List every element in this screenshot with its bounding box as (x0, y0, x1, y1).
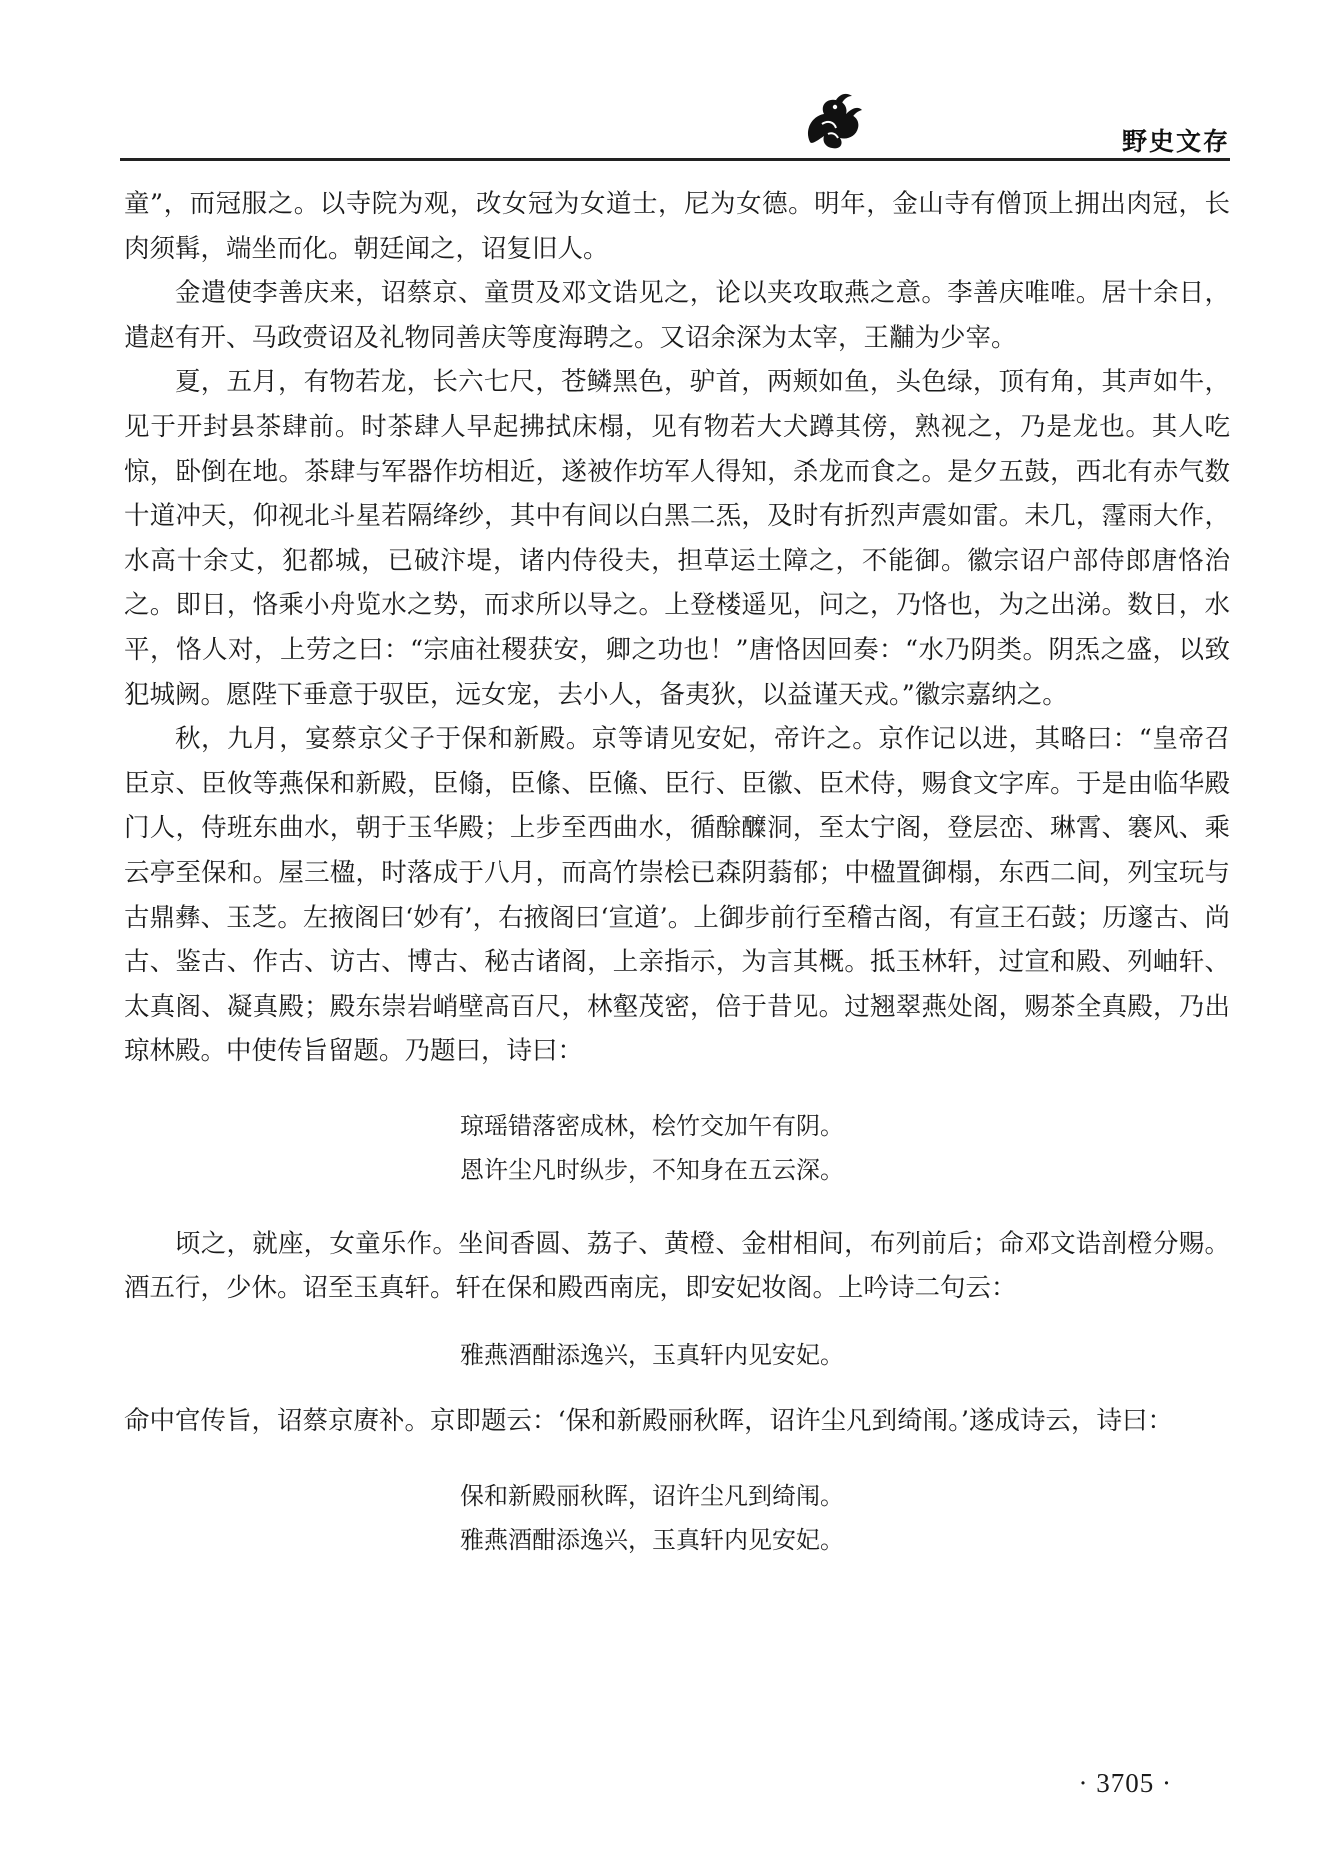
poem-line: 保和新殿丽秋晖，诏许尘凡到绮闱。 (460, 1481, 844, 1510)
paragraph-6: 命中官传旨，诏蔡京赓补。京即题云：‘保和新殿丽秋晖，诏许尘凡到绮闱。’遂成诗云，诗曰： (124, 1406, 1173, 1437)
paragraph-1: 童”，而冠服之。以寺院为观，改女冠为女道士，尼为女德。明年，金山寺有僧顶上拥出肉冠，长肉须髯，端坐而化。朝廷闻之，诏复旧人。 (124, 189, 1230, 264)
poem-line: 琼瑶错落密成林，桧竹交加午有阴。 (460, 1111, 844, 1140)
poem-line: 雅燕酒酣添逸兴，玉真轩内见安妃。 (460, 1525, 844, 1554)
header-rule (120, 158, 1230, 161)
spacer (124, 1377, 1230, 1399)
spacer (124, 1192, 1230, 1222)
paragraph-4: 秋，九月，宴蔡京父子于保和新殿。京等请见安妃，帝许之。京作记以进，其略曰：“皇帝召臣京、臣攸等燕保和新殿，臣翛，臣絛、臣鯈、臣行、臣徽、臣术侍，赐食文字库。于是由临华殿门人，侍班东曲水，朝于玉华殿；上步至西曲水，循酴醾洞，至太宁阁，登层峦、琳霄、褰风、乘云亭至保和。屋三楹，时落成于八月，而高竹崇桧已森阴蓊郁；中楹置御榻，东西二间，列宝玩与古鼎彝、玉芝。左掖阁曰‘妙有’，右掖阁曰‘宣道’。上御步前行至稽古阁，有宣王石鼓；历邃古、尚古、鉴古、作古、访古、博古、秘古诸阁，上亲指示，为言其概。抵玉林轩，过宣和殿、列岫轩、太真阁、凝真殿；殿东崇岩峭壁高百尺，林壑茂密，倍于昔见。过翘翠燕处阁，赐茶全真殿，乃出琼林殿。中使传旨留题。乃题曰，诗曰： (124, 724, 1230, 1067)
page-number: · 3705 · (1078, 1768, 1172, 1798)
spacer (124, 1311, 1230, 1333)
paragraph-5: 顷之，就座，女童乐作。坐间香圆、荔子、黄橙、金柑相间，布列前后；命邓文诰剖橙分赐。酒五行，少休。诏至玉真轩。轩在保和殿西南庑，即安妃妆阁。上吟诗二句云： (124, 1228, 1230, 1304)
poem-line: 恩许尘凡时纵步，不知身在五云深。 (460, 1155, 844, 1184)
poem-1 (124, 1104, 1230, 1192)
poem-line: 雅燕酒酣添逸兴，玉真轩内见安妃。 (460, 1341, 844, 1370)
paragraph-2: 金遣使李善庆来，诏蔡京、童贯及邓文诰见之，论以夹攻取燕之意。李善庆唯唯。居十余日，遣赵有开、马政赍诏及礼物同善庆等度海聘之。又诏余深为太宰，王黼为少宰。 (124, 278, 1230, 353)
spacer (124, 1074, 1230, 1104)
poem-3 (124, 1474, 1230, 1562)
main-text (124, 182, 1230, 1562)
poem-2 (124, 1333, 1230, 1377)
running-header-title: 野史文存 (1121, 127, 1230, 156)
running-header (120, 100, 1230, 160)
spacer (124, 1444, 1230, 1474)
dragon-emblem-icon (800, 90, 864, 154)
paragraph-3: 夏，五月，有物若龙，长六七尺，苍鳞黑色，驴首，两颊如鱼，头色绿，顶有角，其声如牛，见于开封县茶肆前。时茶肆人早起拂拭床榻，见有物若大犬蹲其傍，熟视之，乃是龙也。其人吃惊，卧倒在地。茶肆与军器作坊相近，遂被作坊军人得知，杀龙而食之。是夕五鼓，西北有赤气数十道冲天，仰视北斗星若隔绛纱，其中有间以白黑二炁，及时有折烈声震如雷。未几，霪雨大作，水高十余丈，犯都城，已破汴堤，诸内侍役夫，担草运土障之，不能御。徽宗诏户部侍郎唐恪治之。即日，恪乘小舟览水之势，而求所以导之。上登楼遥见，问之，乃恪也，为之出涕。数日，水平，恪人对，上劳之曰：“宗庙社稷获安，卿之功也！”唐恪因回奏：“水乃阴类。阴炁之盛，以致犯城阙。愿陛下垂意于驭臣，远女宠，去小人，备夷狄，以益谨天戎。”徽宗嘉纳之。 (124, 367, 1230, 710)
